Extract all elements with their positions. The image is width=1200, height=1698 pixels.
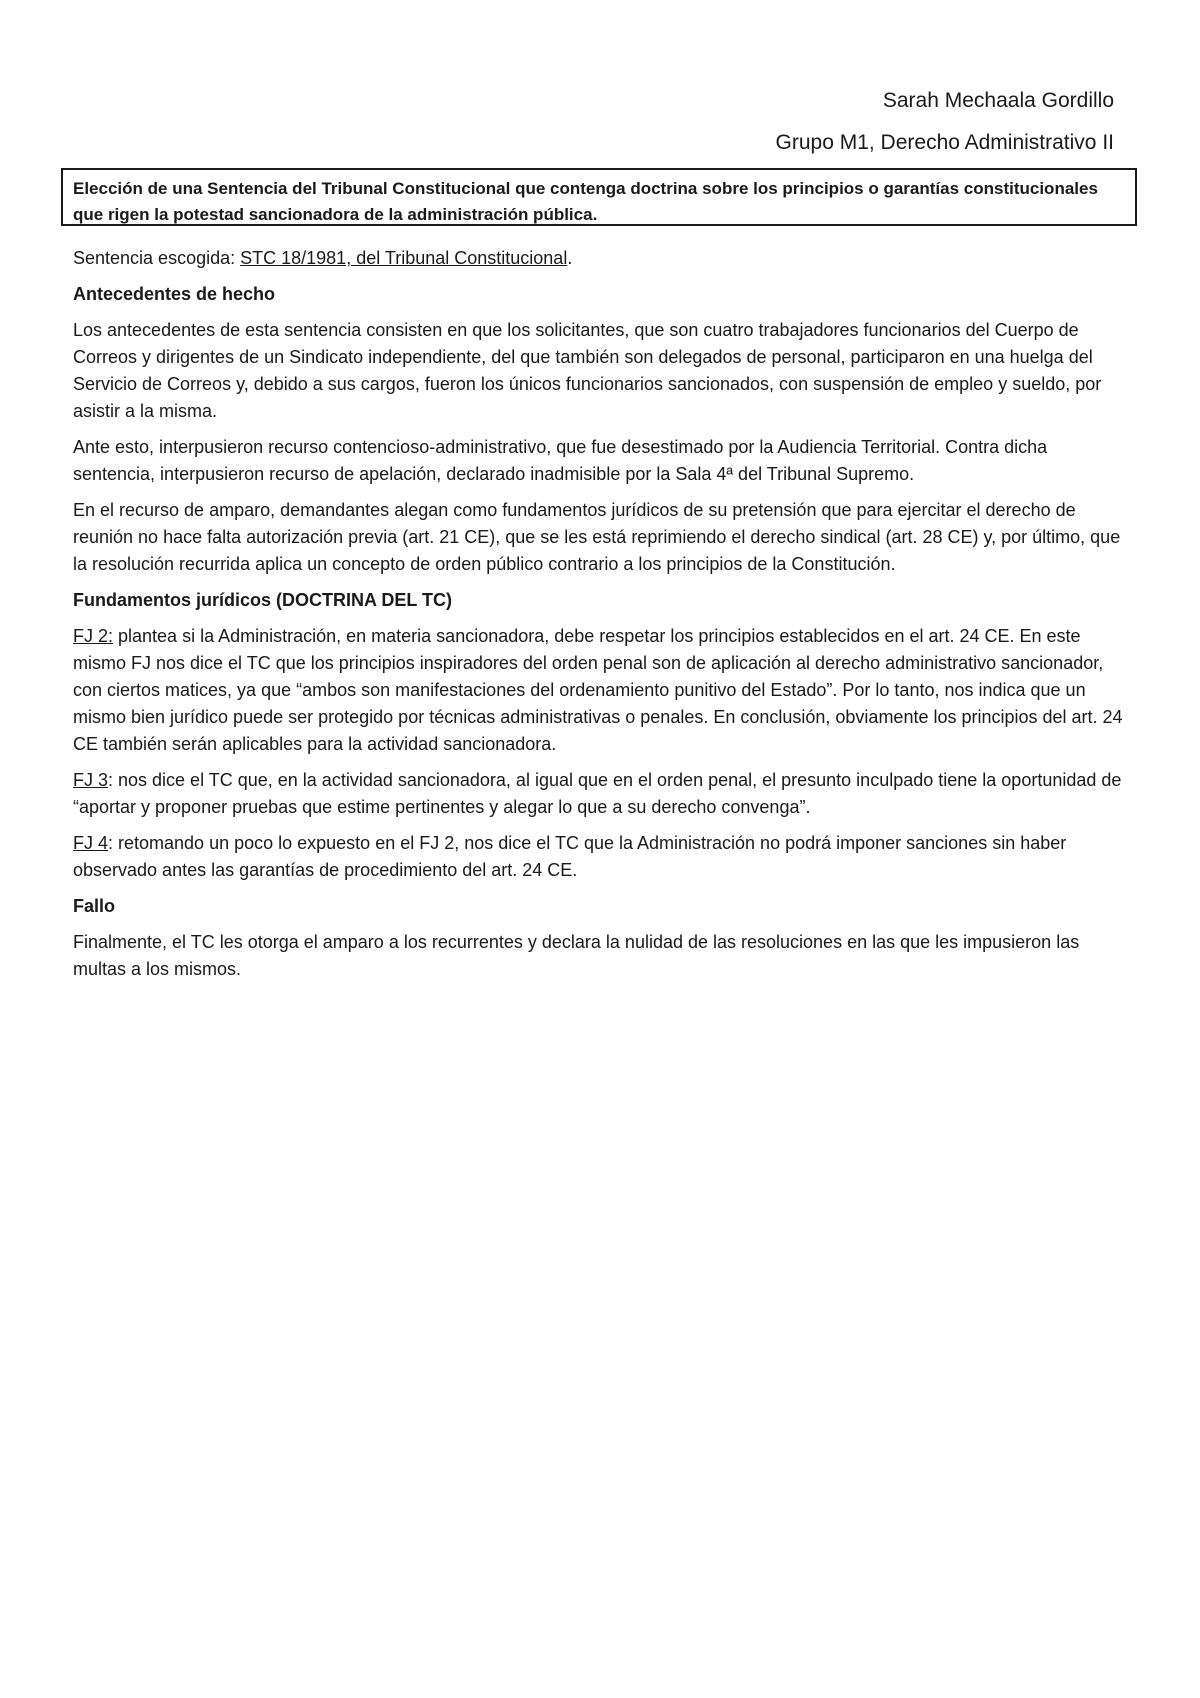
course-group: Grupo M1, Derecho Administrativo II bbox=[775, 131, 1114, 154]
section-heading-fundamentos: Fundamentos jurídicos (DOCTRINA DEL TC) bbox=[73, 590, 453, 610]
section-heading-fallo: Fallo bbox=[73, 896, 116, 916]
chosen-sentence-end: . bbox=[567, 248, 573, 268]
chosen-sentence-label: Sentencia escogida: bbox=[73, 248, 241, 268]
assignment-prompt-box bbox=[61, 168, 1137, 226]
chosen-sentence-title: STC 18/1981, del Tribunal Constitucional bbox=[240, 248, 568, 268]
author-name: Sarah Mechaala Gordillo bbox=[882, 89, 1114, 112]
fj3-label: FJ 3 bbox=[73, 770, 109, 790]
chosen-sentence-line bbox=[73, 245, 1128, 272]
fj4-text: : retomando un poco lo expuesto en el FJ 2, nos dice el TC que la Administración no podrá imponer sanciones sin haber observado antes las garantías de procedimiento del art. 24 CE. bbox=[73, 833, 1067, 880]
antecedentes-paragraph-2: Ante esto, interpusieron recurso contencioso-administrativo, que fue desestimado por la Audiencia Territorial. Contra dicha sentencia, interpusieron recurso de apelación, declarado inadmisible por la Sala 4ª del Tribunal Supremo. bbox=[73, 437, 1048, 484]
assignment-prompt-text: Elección de una Sentencia del Tribunal Constitucional que contenga doctrina sobre los principios o garantías constitucionales que rigen la potestad sancionadora de la administración pública. bbox=[73, 179, 1098, 224]
antecedentes-paragraph-1: Los antecedentes de esta sentencia consisten en que los solicitantes, que son cuatro trabajadores funcionarios del Cuerpo de Correos y dirigentes de un Sindicato independiente, del que también son delegados de personal, participaron en una huelga del Servicio de Correos y, debido a sus cargos, fueron los únicos funcionarios sancionados, con suspensión de empleo y sueldo, por asistir a la misma. bbox=[73, 320, 1102, 421]
document-body bbox=[73, 245, 1128, 992]
fj4-paragraph bbox=[73, 830, 1128, 884]
fj2-label: FJ 2: bbox=[73, 626, 114, 646]
fj2-paragraph bbox=[73, 623, 1128, 758]
fj3-paragraph bbox=[73, 767, 1128, 821]
fj4-label: FJ 4 bbox=[73, 833, 109, 853]
fj3-text: : nos dice el TC que, en la actividad sancionadora, al igual que en el orden penal, el presunto inculpado tiene la oportunidad de “aportar y proponer pruebas que estime pertinentes y alegar lo que a su derecho convenga”. bbox=[73, 770, 1122, 817]
fj2-text: plantea si la Administración, en materia sancionadora, debe respetar los principios establecidos en el art. 24 CE. En este mismo FJ nos dice el TC que los principios inspiradores del orden penal son de aplicación al derecho administrativo sancionador, con ciertos matices, ya que “ambos son manifestaciones del ordenamiento punitivo del Estado”. Por lo tanto, nos indica que un mismo bien jurídico puede ser protegido por técnicas administrativas o penales. En conclusión, obviamente los principios del art. 24 CE también serán aplicables para la actividad sancionadora. bbox=[73, 626, 1123, 754]
section-heading-antecedentes: Antecedentes de hecho bbox=[73, 284, 276, 304]
antecedentes-paragraph-3: En el recurso de amparo, demandantes alegan como fundamentos jurídicos de su pretensión que para ejercitar el derecho de reunión no hace falta autorización previa (art. 21 CE), que se les está reprimiendo el derecho sindical (art. 28 CE) y, por último, que la resolución recurrida aplica un concepto de orden público contrario a los principios de la Constitución. bbox=[73, 500, 1121, 574]
fallo-paragraph: Finalmente, el TC les otorga el amparo a los recurrentes y declara la nulidad de las resoluciones en las que les impusieron las multas a los mismos. bbox=[73, 932, 1080, 979]
